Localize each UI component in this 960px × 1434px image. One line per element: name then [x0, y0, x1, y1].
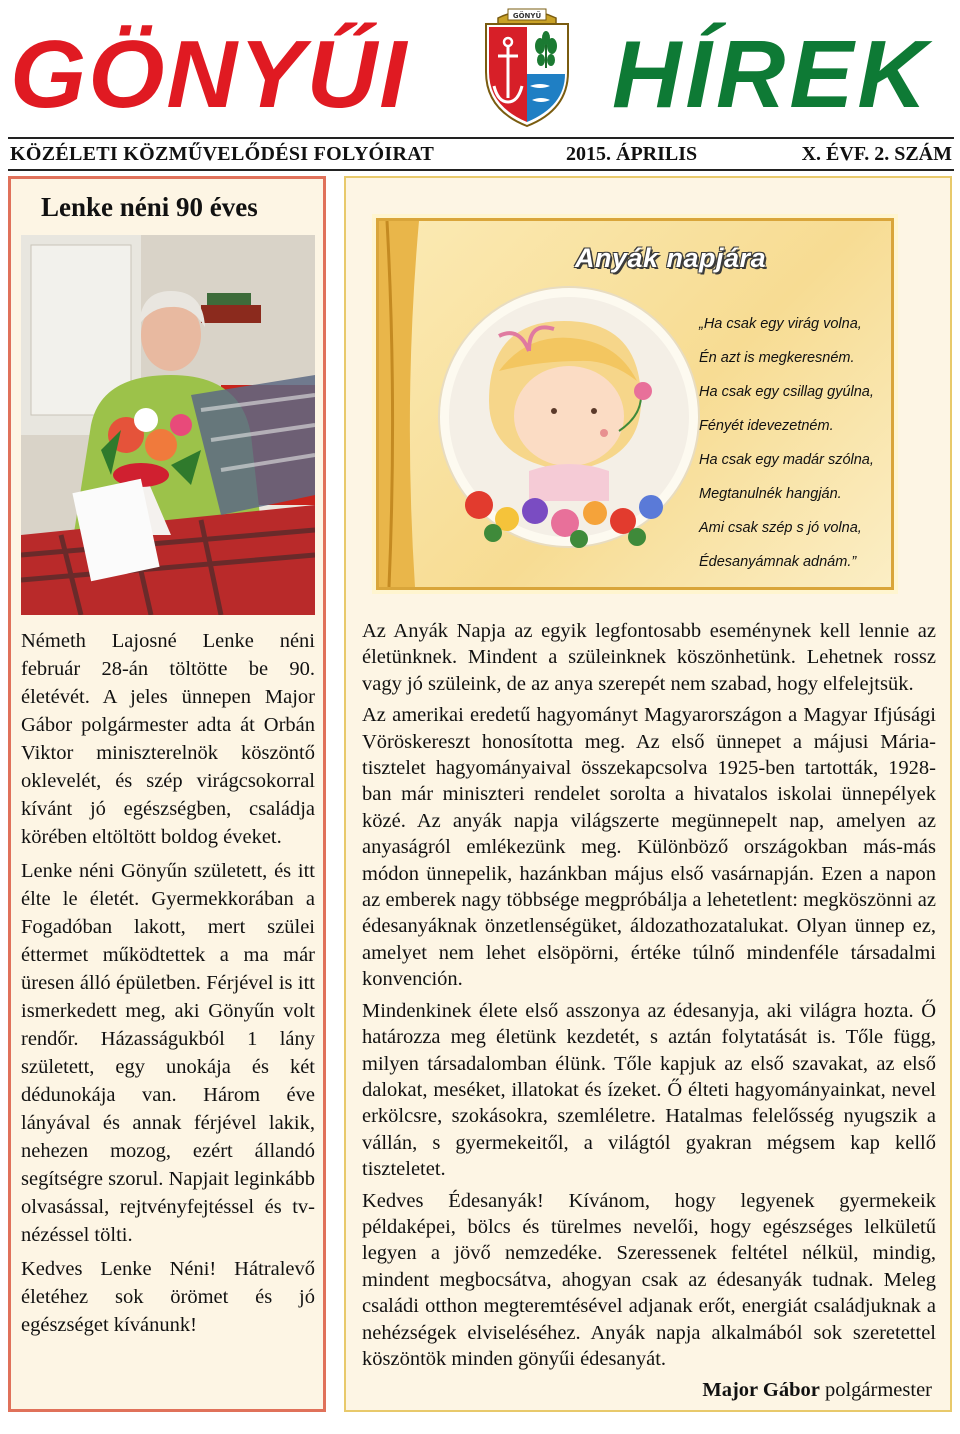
right-paragraph: Mindenkinek élete első asszonya az édesanyja, aki világra hozta. Ő határozza meg életünk kezdetét, s aztán folytatását is. Tőle függ, milyen társadalomban élünk. Tőle kapjuk az első szavakat, az első dalokat, meséket, illatokat és ízeket. Ő élteti hagyományainkat, nevel erkölcsre, szokásokra, szemléletre. Hatalmas felelősség nyugszik a vállán, s gyermekeitől, a világtól gyakran mégsem kap kellő tiszteletet. [362, 999, 936, 1181]
birthday-photo [21, 235, 315, 615]
poem [699, 307, 894, 579]
poem-line: Ami csak szép s jó volna, [699, 520, 862, 536]
poem-line: Ha csak egy csillag gyúlna, [699, 384, 874, 400]
right-article-body [362, 618, 936, 1377]
left-article-body [21, 627, 315, 1345]
crest-label: GÖNYŰ [512, 12, 542, 20]
right-article [344, 176, 952, 1412]
poem-line: Édesanyámnak adnám.” [699, 554, 857, 570]
coat-of-arms-icon [478, 2, 576, 128]
poem-line: Ha csak egy madár szólna, [699, 452, 874, 468]
signature-role: polgármester [819, 1379, 932, 1401]
left-article [8, 176, 326, 1412]
left-paragraph: Németh Lajosné Lenke néni február 28-án töltötte be 90. életévét. A jeles ünnepen Major Gábor polgármester adta át Orbán Viktor miniszterelnök köszöntő oklevelét, és szép virágcsokorral kívánt jó egészségben, családja körében eltöltött boldog éveket. [21, 630, 315, 848]
masthead [0, 0, 960, 135]
publication-subtitle: KÖZÉLETI KÖZMŰVELŐDÉSI FOLYÓIRAT [10, 143, 435, 165]
subheader-bar [8, 137, 954, 171]
issue-date: 2015. ÁPRILIS [566, 143, 698, 165]
card-title: Anyák napjára [575, 243, 767, 273]
signature-name: Major Gábor [702, 1379, 820, 1401]
right-paragraph: Az Anyák Napja az egyik legfontosabb eseménynek kell lennie az életünknek. Mindent a szüleinknek köszönhetünk. Lehetnek rossz vagy jó szüleink, de az anya szerepét nem szabad, hogy elfelejtsük. [362, 620, 936, 695]
left-paragraph: Lenke néni Gönyűn született, és itt élte le életét. Gyermekkorában a Fogadóban lakott, mert szülei éttermet működtettek a ma már üresen álló épületben. Férjével is itt ismerkedett meg, aki Gönyűn volt rendőr. Házasságukból 1 lány született, egy unokája és két dédunokája van. Három éve lányával és annak férjével lakik, nehezen mozog, ezért állandó segítségre szorul. Napjait leginkább olvasással, rejtvényfejtéssel és tv-nézéssel tölti. [21, 860, 315, 1246]
right-paragraph: Az amerikai eredetű hagyományt Magyarországon a Magyar Ifjúsági Vöröskereszt honosította meg. Az első ünnepet a májusi Mária-tisztelet hagyományaival összekapcsolva 1925-ben tartották, 1928-ban már miniszteri rendelet sorolta a hivatalos iskolai ünnepélyek közé. Az anyák napja világszerte megünnepelt nap, amelyen az anyaságról emlékezünk meg. Különböző országokban más-más módon ünnepelik, hazánkban május első vasárnapján. Ezen a napon az emberek nagy többsége megpróbálja a lehetetlent: megköszönni az édesanyáknak önzetlenségüket, áldozathozatalukat. Olyan ünnep ez, amelyet nem lehet elsöpörni, értéke túlnő mindenféle társadalmi konvención. [362, 704, 936, 991]
mothers-day-card [376, 218, 894, 590]
masthead-title-right: HÍREK [612, 21, 931, 128]
poem-line: „Ha csak egy virág volna, [699, 316, 862, 332]
left-article-title: Lenke néni 90 éves [41, 192, 258, 222]
poem-line: Megtanulnék hangján. [699, 486, 842, 502]
left-paragraph: Kedves Lenke Néni! Hátralevő életéhez sok örömet és jó egészséget kívánunk! [21, 1258, 315, 1336]
signature [702, 1376, 932, 1404]
masthead-title-left: GÖNYŰI [10, 21, 409, 128]
issue-number: X. ÉVF. 2. SZÁM [801, 143, 952, 165]
poem-line: Én azt is megkeresném. [699, 350, 855, 366]
right-paragraph: Kedves Édesanyák! Kívánom, hogy legyenek gyermekeik példaképei, bölcs és türelmes nevelői, hogy egészséges lelkületű legyen a jövő nemzedéke. Szeressenek feltétel nélkül, mindig, mindent megbocsátva, ahogyan csak az édesanyák tudnak. Meleg családi otthon megteremtésével adjanak erőt, energiát családjuknak a nehézségek elviseléséhez. Anyák napja alkalmából sok szeretettel köszöntök minden gönyűi édesanyát. [362, 1189, 936, 1370]
poem-line: Fényét idevezetném. [699, 418, 834, 434]
